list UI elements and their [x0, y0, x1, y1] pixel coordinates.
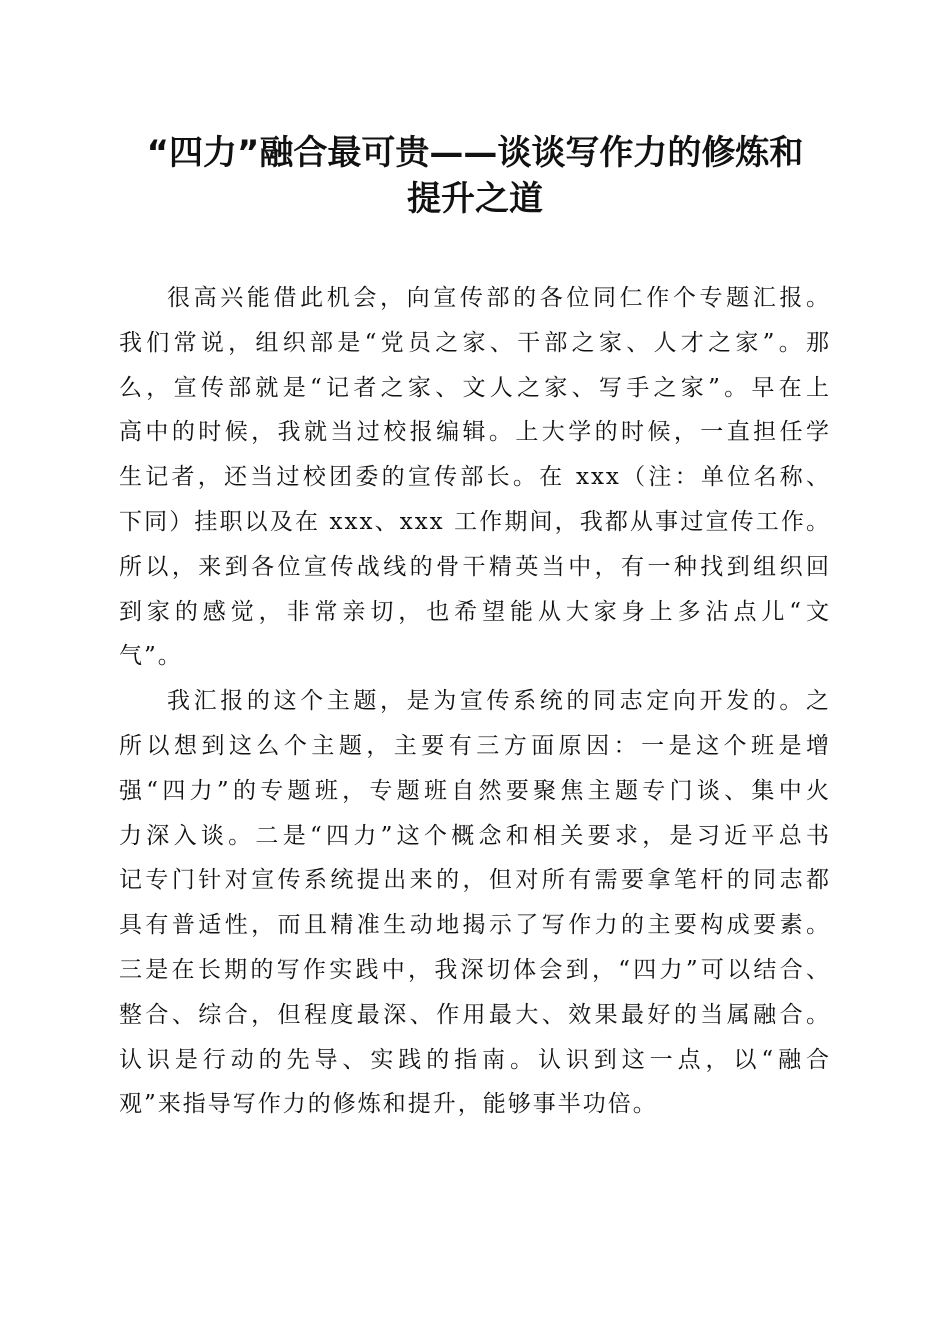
paragraph-line: 么，宣传部就是“记者之家、文人之家、写手之家”。早在上: [119, 374, 831, 401]
paragraph-line: 高中的时候，我就当过校报编辑。上大学的时候，一直担任学: [119, 419, 831, 446]
paragraph-line: 生记者，还当过校团委的宣传部长。在 xxx（注：单位名称、: [119, 464, 831, 491]
paragraph-2: [119, 679, 831, 1127]
paragraph-line: 记专门针对宣传系统提出来的，但对所有需要拿笔杆的同志都: [119, 867, 831, 894]
paragraph-line: 强“四力”的专题班，专题班自然要聚焦主题专门谈、集中火: [119, 777, 831, 804]
document-body: [119, 276, 831, 1127]
paragraph-line: 很高兴能借此机会，向宣传部的各位同仁作个专题汇报。: [167, 285, 831, 311]
paragraph-line: 我汇报的这个主题，是为宣传系统的同志定向开发的。之: [167, 688, 831, 715]
paragraph-line: 所以想到这么个主题，主要有三方面原因：一是这个班是增: [119, 732, 831, 759]
paragraph-line: 到家的感觉，非常亲切，也希望能从大家身上多沾点儿“文: [119, 598, 831, 625]
paragraph-line: 所以，来到各位宣传战线的骨干精英当中，有一种找到组织回: [119, 553, 831, 580]
paragraph-line: 认识是行动的先导、实践的指南。认识到这一点，以“融合: [119, 1046, 831, 1073]
paragraph-line: 我们常说，组织部是“党员之家、干部之家、人才之家”。那: [119, 329, 831, 356]
paragraph-line: 气”。: [119, 643, 183, 670]
paragraph-line: 具有普适性，而且精准生动地揭示了写作力的主要构成要素。: [119, 912, 831, 939]
document-title: [110, 130, 840, 222]
paragraph-line: 三是在长期的写作实践中，我深切体会到，“四力”可以结合、: [119, 956, 831, 983]
paragraph-line: 下同）挂职以及在 xxx、xxx 工作期间，我都从事过宣传工作。: [119, 508, 831, 535]
paragraph-1: [119, 276, 831, 679]
paragraph-line: 整合、综合，但程度最深、作用最大、效果最好的当属融合。: [119, 1001, 831, 1028]
title-line-1: “四力”融合最可贵——谈谈写作力的修炼和: [146, 133, 804, 173]
title-line-2: 提升之道: [407, 179, 543, 219]
paragraph-line: 力深入谈。二是“四力”这个概念和相关要求，是习近平总书: [119, 822, 831, 849]
paragraph-line: 观”来指导写作力的修炼和提升，能够事半功倍。: [119, 1091, 658, 1118]
